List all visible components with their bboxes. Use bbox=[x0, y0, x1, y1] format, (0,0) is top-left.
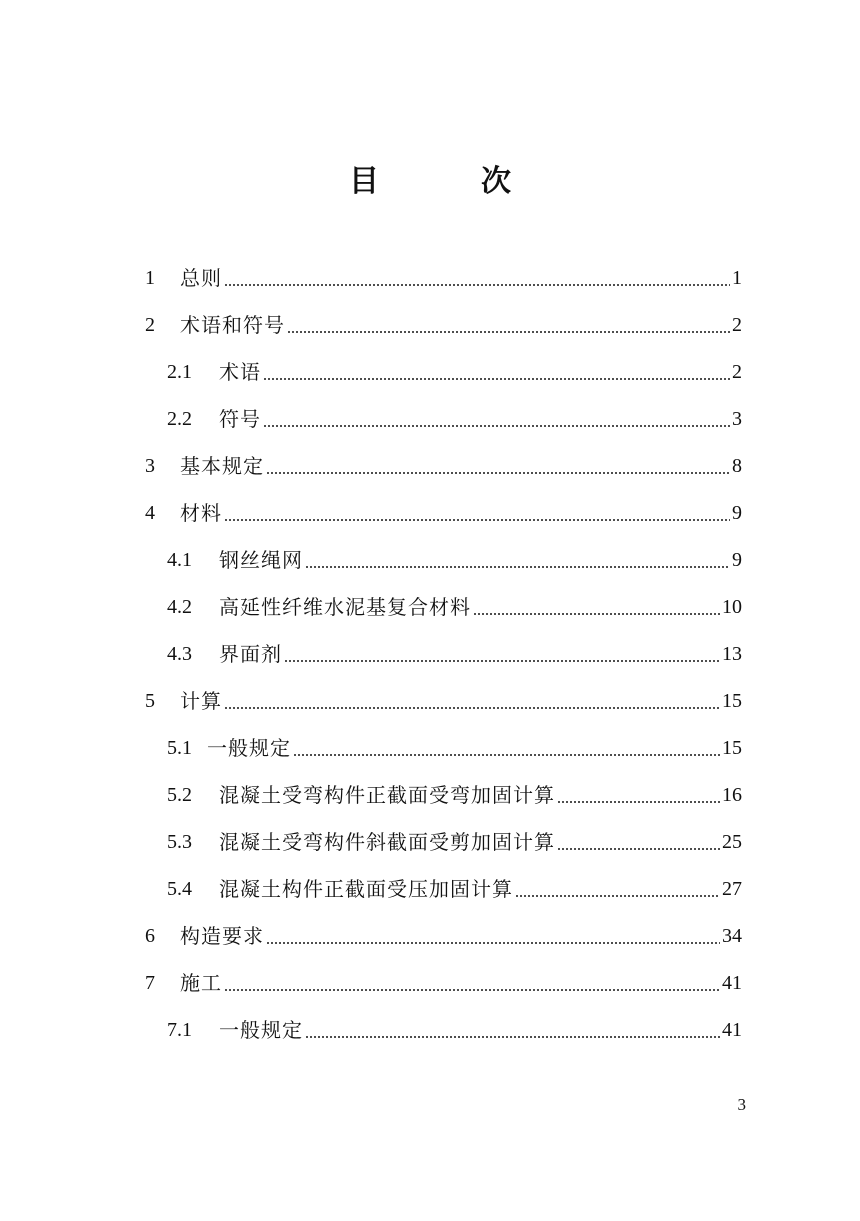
toc-entry-number: 2 bbox=[145, 313, 155, 336]
dot-leader bbox=[557, 800, 720, 804]
toc-entry-label: 混凝土构件正截面受压加固计算 bbox=[219, 876, 513, 901]
toc-entry-label: 术语 bbox=[219, 359, 261, 384]
toc-entry-page: 25 bbox=[722, 830, 742, 853]
page-number: 3 bbox=[737, 1095, 746, 1114]
dot-leader bbox=[305, 1035, 720, 1039]
toc-entry-page: 9 bbox=[732, 548, 742, 571]
toc-entry-number: 7.1 bbox=[167, 1018, 192, 1041]
toc-entry-number: 4 bbox=[145, 501, 155, 524]
toc-entry-5-2[interactable] bbox=[0, 771, 860, 818]
toc-entry-label: 一般规定 bbox=[219, 1017, 303, 1042]
toc-entry-label: 计算 bbox=[180, 688, 222, 713]
toc-entry-label: 高延性纤维水泥基复合材料 bbox=[219, 594, 471, 619]
toc-entry-number: 1 bbox=[145, 266, 155, 289]
toc-entry-number: 5.1 bbox=[167, 736, 192, 759]
toc-entry-4-3[interactable] bbox=[0, 630, 860, 677]
dot-leader bbox=[473, 612, 720, 616]
toc-entry-5-4[interactable] bbox=[0, 865, 860, 912]
dot-leader bbox=[284, 659, 720, 663]
toc-entry-label: 一般规定 bbox=[207, 735, 291, 760]
toc-entry-5-3[interactable] bbox=[0, 818, 860, 865]
toc-entry-page: 1 bbox=[732, 266, 742, 289]
toc-entry-label: 构造要求 bbox=[180, 923, 264, 948]
dot-leader bbox=[515, 894, 720, 898]
toc-entry-label: 混凝土受弯构件斜截面受剪加固计算 bbox=[219, 829, 555, 854]
toc-entry-number: 6 bbox=[145, 924, 155, 947]
toc-entry-label: 混凝土受弯构件正截面受弯加固计算 bbox=[219, 782, 555, 807]
toc-entry-number: 5 bbox=[145, 689, 155, 712]
toc-entry-page: 41 bbox=[722, 1018, 742, 1041]
toc-entry-number: 5.3 bbox=[167, 830, 192, 853]
toc-entry-label: 术语和符号 bbox=[180, 312, 285, 337]
toc-entry-page: 2 bbox=[732, 360, 742, 383]
toc-title: 目 次 bbox=[349, 164, 547, 199]
table-of-contents bbox=[0, 254, 860, 1053]
dot-leader bbox=[224, 518, 730, 522]
toc-entry-label: 总则 bbox=[180, 265, 222, 290]
toc-entry-label: 材料 bbox=[180, 500, 222, 525]
toc-entry-number: 5.2 bbox=[167, 783, 192, 806]
dot-leader bbox=[266, 941, 720, 945]
toc-entry-number: 7 bbox=[145, 971, 155, 994]
toc-entry-number: 4.1 bbox=[167, 548, 192, 571]
toc-entry-page: 15 bbox=[722, 689, 742, 712]
toc-entry-page: 13 bbox=[722, 642, 742, 665]
dot-leader bbox=[224, 988, 720, 992]
dot-leader bbox=[266, 471, 730, 475]
toc-entry-page: 2 bbox=[732, 313, 742, 336]
toc-entry-3[interactable] bbox=[0, 442, 860, 489]
toc-entry-label: 钢丝绳网 bbox=[219, 547, 303, 572]
toc-entry-1[interactable] bbox=[0, 254, 860, 301]
toc-entry-4[interactable] bbox=[0, 489, 860, 536]
toc-entry-label: 施工 bbox=[180, 970, 222, 995]
dot-leader bbox=[263, 424, 730, 428]
toc-entry-number: 3 bbox=[145, 454, 155, 477]
toc-entry-4-2[interactable] bbox=[0, 583, 860, 630]
toc-entry-page: 9 bbox=[732, 501, 742, 524]
toc-entry-7[interactable] bbox=[0, 959, 860, 1006]
toc-entry-page: 27 bbox=[722, 877, 742, 900]
toc-entry-page: 41 bbox=[722, 971, 742, 994]
toc-entry-number: 5.4 bbox=[167, 877, 192, 900]
toc-entry-page: 34 bbox=[722, 924, 742, 947]
toc-entry-page: 10 bbox=[722, 595, 742, 618]
toc-entry-number: 4.3 bbox=[167, 642, 192, 665]
toc-entry-label: 符号 bbox=[219, 406, 261, 431]
dot-leader bbox=[293, 753, 720, 757]
toc-entry-label: 界面剂 bbox=[219, 641, 282, 666]
toc-entry-number: 2.2 bbox=[167, 407, 192, 430]
dot-leader bbox=[263, 377, 730, 381]
dot-leader bbox=[305, 565, 730, 569]
toc-entry-2-1[interactable] bbox=[0, 348, 860, 395]
toc-entry-number: 2.1 bbox=[167, 360, 192, 383]
dot-leader bbox=[557, 847, 720, 851]
toc-entry-page: 8 bbox=[732, 454, 742, 477]
toc-entry-page: 3 bbox=[732, 407, 742, 430]
toc-entry-4-1[interactable] bbox=[0, 536, 860, 583]
toc-entry-5[interactable] bbox=[0, 677, 860, 724]
dot-leader bbox=[287, 330, 730, 334]
dot-leader bbox=[224, 706, 720, 710]
toc-entry-2-2[interactable] bbox=[0, 395, 860, 442]
dot-leader bbox=[224, 283, 730, 287]
toc-entry-label: 基本规定 bbox=[180, 453, 264, 478]
toc-entry-6[interactable] bbox=[0, 912, 860, 959]
toc-entry-7-1[interactable] bbox=[0, 1006, 860, 1053]
toc-entry-number: 4.2 bbox=[167, 595, 192, 618]
toc-entry-page: 16 bbox=[722, 783, 742, 806]
toc-entry-2[interactable] bbox=[0, 301, 860, 348]
toc-entry-page: 15 bbox=[722, 736, 742, 759]
toc-entry-5-1[interactable] bbox=[0, 724, 860, 771]
